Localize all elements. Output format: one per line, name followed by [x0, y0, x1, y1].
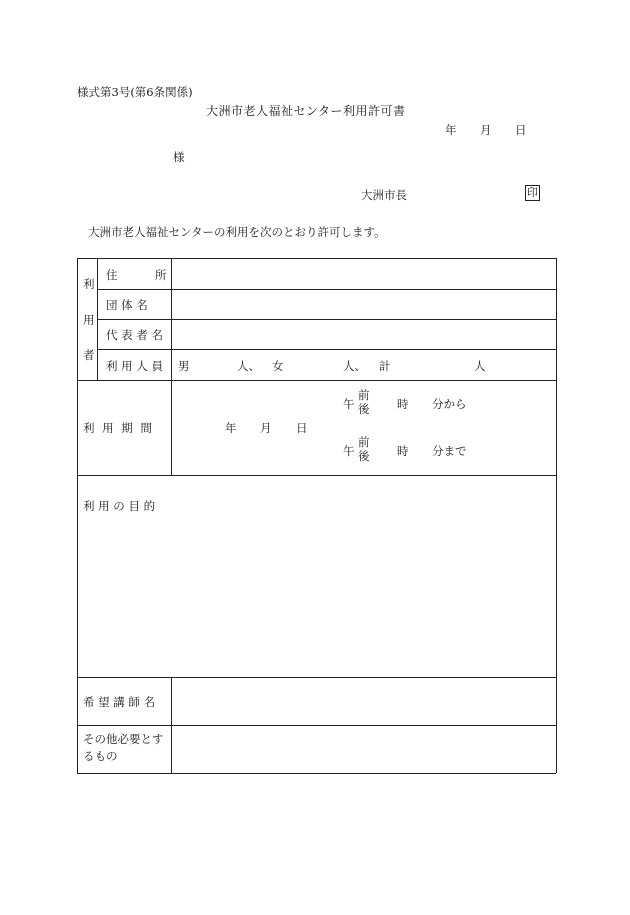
- period-day-label: 日: [296, 421, 308, 435]
- group-name-label: 団 体 名: [106, 298, 148, 312]
- end-pm-option: 後: [358, 449, 370, 463]
- start-am-option: 前: [358, 388, 370, 402]
- row-divider-5: [77, 475, 556, 476]
- date-day-label: 日: [515, 123, 527, 137]
- row-divider-3: [97, 349, 556, 350]
- table-border-left: [77, 258, 78, 773]
- representative-label: 代 表 者 名: [106, 328, 163, 342]
- start-hour-label: 時: [397, 397, 409, 411]
- usage-period-label: 利 用 期 間: [83, 421, 154, 435]
- start-minute-label: 分から: [432, 397, 467, 411]
- address-label-char-2: 所: [155, 268, 167, 282]
- end-minute-label: 分まで: [432, 444, 467, 458]
- headcount-total-label: 計: [379, 359, 391, 373]
- permission-statement: 大洲市老人福祉センターの利用を次のとおり許可します。: [88, 225, 386, 239]
- other-requirements-label: [83, 731, 164, 765]
- date-year-label: 年: [445, 123, 457, 137]
- instructor-label: 希 望 講 師 名: [83, 695, 156, 709]
- headcount-male-unit: 人、: [237, 359, 260, 373]
- user-group-char-2: 用: [83, 313, 95, 327]
- start-ampm-prefix: 午: [343, 397, 355, 411]
- headcount-label: 利 用 人 員: [106, 359, 163, 373]
- addressee-suffix: 様: [173, 150, 185, 164]
- end-am-option: 前: [358, 435, 370, 449]
- period-month-label: 月: [260, 421, 272, 435]
- permit-form-table: [77, 258, 556, 773]
- document-title: 大洲市老人福祉センター利用許可書: [206, 104, 406, 118]
- date-month-label: 月: [480, 123, 492, 137]
- form-number: 様式第3号(第6条関係): [77, 85, 193, 99]
- table-border-bottom: [77, 773, 556, 774]
- address-label-char-1: 住: [106, 268, 118, 282]
- start-ampm-choice: [358, 388, 370, 416]
- headcount-total-unit: 人: [474, 359, 486, 373]
- headcount-female-unit: 人、: [343, 359, 366, 373]
- group-name-field[interactable]: [172, 290, 555, 318]
- other-requirements-field[interactable]: [172, 726, 555, 772]
- other-label-line-1: その他必要とす: [83, 732, 164, 746]
- issuer-name: 大洲市長: [361, 188, 407, 202]
- user-group-char-3: 者: [83, 348, 95, 362]
- usage-purpose-field[interactable]: [172, 486, 555, 674]
- user-group-char-1: 利: [83, 277, 95, 291]
- headcount-female-label: 女: [272, 359, 284, 373]
- table-border-right: [556, 258, 557, 773]
- headcount-male-label: 男: [178, 359, 190, 373]
- seal-stamp: 印: [527, 186, 538, 199]
- other-label-line-2: るもの: [83, 749, 118, 763]
- period-year-label: 年: [225, 421, 237, 435]
- start-pm-option: 後: [358, 402, 370, 416]
- representative-field[interactable]: [172, 320, 555, 348]
- address-field[interactable]: [172, 259, 555, 288]
- row-divider-4: [77, 380, 556, 381]
- end-ampm-choice: [358, 435, 370, 463]
- instructor-field[interactable]: [172, 678, 555, 724]
- end-hour-label: 時: [397, 444, 409, 458]
- end-ampm-prefix: 午: [343, 444, 355, 458]
- usage-purpose-label: 利 用 の 目 的: [83, 499, 156, 513]
